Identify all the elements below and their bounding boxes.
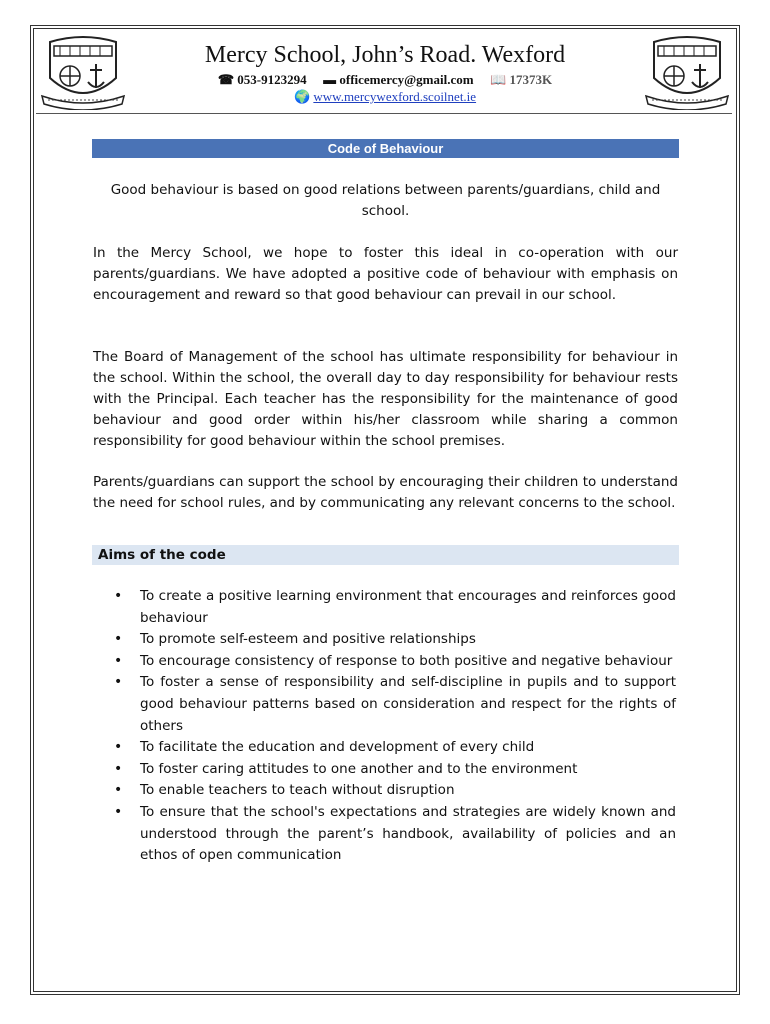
aim-text: To encourage consistency of response to both positive and negative behaviour [140, 652, 673, 669]
school-crest-left [40, 34, 126, 110]
aim-text: To promote self-esteem and positive relationships [140, 631, 476, 648]
computer-icon: ▬ [323, 72, 337, 87]
bullet-icon: • [114, 631, 123, 648]
aim-text: To facilitate the education and development of every child [140, 739, 535, 756]
paragraph-mercy-school: In the Mercy School, we hope to foster this ideal in co-operation with our parents/guardians. We have adopted a positive code of behaviour with emphasis on encouragement and reward so that good behaviour can prevail in our school. [93, 245, 678, 303]
website-link[interactable]: www.mercywexford.scoilnet.ie [313, 89, 477, 104]
paragraph-board-of-management: The Board of Management of the school has ultimate responsibility for behaviour in the school. Within the school, the overall day to day responsibility for behaviour rests with the Principal. Each teacher has the responsibility for the maintenance of good behaviour and good order within his/her classroom while sharing a common responsibility for good behaviour within the school premises. [93, 349, 678, 449]
list-item [110, 759, 676, 781]
bullet-icon: • [114, 739, 123, 756]
intro-paragraph: Good behaviour is based on good relations between parents/guardians, child and school. [110, 182, 661, 219]
list-item [110, 737, 676, 759]
header-divider [36, 113, 732, 114]
roll-number: 17373K [509, 72, 553, 87]
aims-list [110, 586, 676, 867]
globe-icon: 🌍 [293, 89, 311, 104]
list-item [110, 651, 676, 673]
aims-heading: Aims of the code [92, 545, 679, 565]
website-line [150, 89, 620, 105]
list-item [110, 586, 676, 629]
phone-number: 053-9123294 [237, 72, 307, 87]
list-item [110, 672, 676, 737]
school-crest-right [644, 34, 730, 110]
bullet-icon: • [114, 674, 123, 691]
list-item [110, 780, 676, 802]
contact-line [150, 72, 620, 88]
aim-text: To foster caring attitudes to one another and to the environment [140, 760, 578, 777]
school-name-heading: Mercy School, John’s Road. Wexford [204, 42, 566, 68]
bullet-icon: • [114, 803, 123, 820]
document-title: Code of Behaviour [92, 139, 679, 158]
aim-text: To foster a sense of responsibility and self-discipline in pupils and to support good behaviour patterns based on consideration and respect for the rights of others [140, 674, 676, 734]
email-address: officemercy@gmail.com [339, 72, 474, 87]
bullet-icon: • [114, 652, 123, 669]
book-icon: 📖 [490, 72, 507, 87]
bullet-icon: • [114, 588, 123, 604]
telephone-icon: ☎ [217, 72, 235, 87]
bullet-icon: • [114, 760, 123, 777]
list-item [110, 629, 676, 651]
aim-text: To create a positive learning environment that encourages and reinforces good behaviour [140, 588, 676, 626]
aim-text: To ensure that the school's expectations and strategies are widely known and understood through the parent’s handbook, availability of policies and an ethos of open communication [140, 803, 676, 864]
bullet-icon: • [114, 782, 123, 799]
list-item [110, 802, 676, 867]
aim-text: To enable teachers to teach without disruption [140, 782, 455, 799]
paragraph-parents-guardians: Parents/guardians can support the school by encouraging their children to understand the need for school rules, and by communicating any relevant concerns to the school. [93, 474, 678, 511]
